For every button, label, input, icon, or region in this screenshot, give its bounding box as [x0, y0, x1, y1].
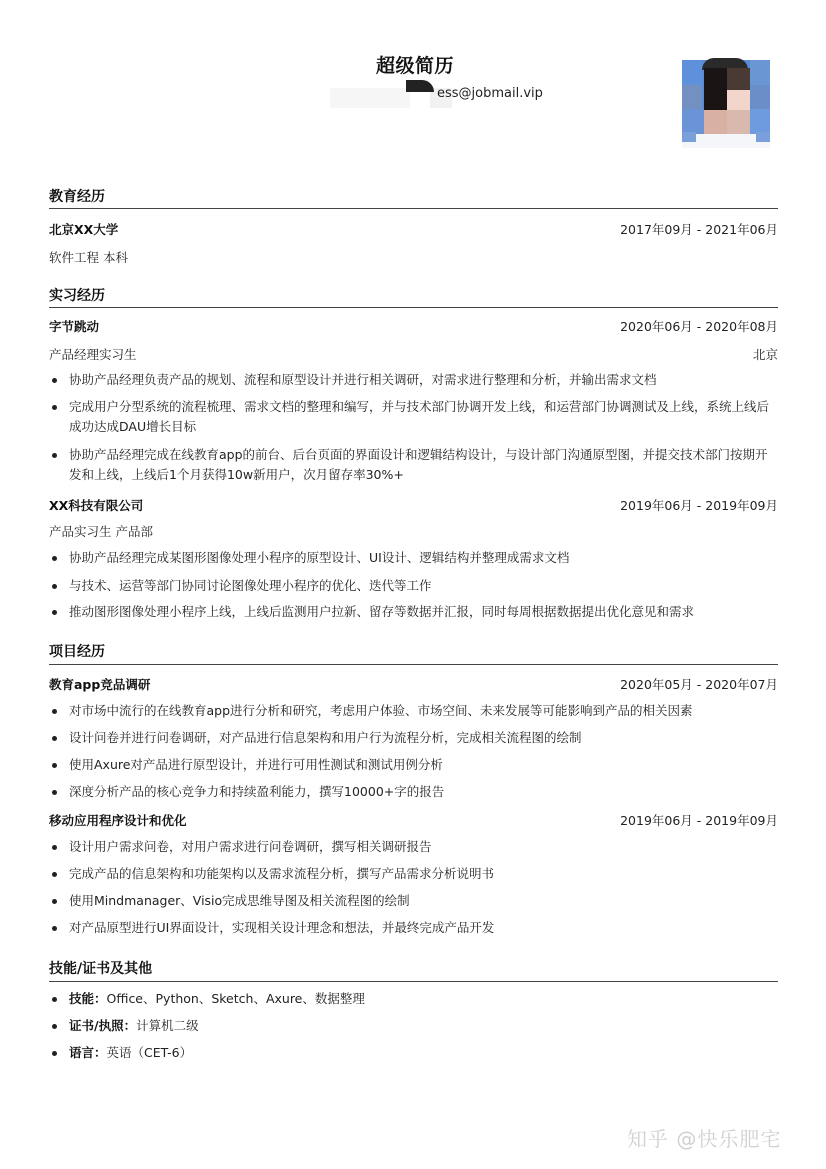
- section-title-internship: 实习经历: [49, 288, 105, 304]
- skill-key: 证书/执照：: [69, 1018, 137, 1033]
- bullet-text: 推动图形图像处理小程序上线，上线后监测用户拉新、留存等数据并汇报，同时每周根据数据提出优化意见和需求: [69, 604, 695, 619]
- date-range: 2020年05月 - 2020年07月: [620, 677, 778, 692]
- project-entry-header: [49, 675, 778, 693]
- skill-value: Office、Python、Sketch、Axure、数据整理: [106, 991, 365, 1006]
- date-range: 2019年06月 - 2019年09月: [620, 813, 778, 828]
- list-item: [49, 782, 778, 802]
- section-divider: [49, 208, 778, 209]
- bullet-icon: [52, 1051, 57, 1056]
- bullet-text: 设计用户需求问卷，对用户需求进行问卷调研，撰写相关调研报告: [69, 839, 432, 854]
- email-text: ess@jobmail.vip: [437, 86, 543, 101]
- bullet-text: 对产品原型进行UI界面设计，实现相关设计理念和想法，并最终完成产品开发: [69, 920, 495, 935]
- bullet-text: 完成产品的信息架构和功能架构以及需求流程分析，撰写产品需求分析说明书: [69, 866, 495, 881]
- skill-line: [69, 1016, 778, 1036]
- education-entry-detail: [49, 248, 778, 266]
- bullet-icon: [52, 610, 57, 615]
- list-item: [49, 576, 778, 596]
- bullet-icon: [52, 763, 57, 768]
- date-range: 2020年06月 - 2020年08月: [620, 319, 778, 334]
- education-entry-header: [49, 220, 778, 238]
- bullet-icon: [52, 584, 57, 589]
- bullet-icon: [52, 926, 57, 931]
- list-item: [49, 864, 778, 884]
- skill-key: 语言：: [69, 1045, 107, 1060]
- skill-value: 计算机二级: [136, 1018, 199, 1033]
- bullet-icon: [52, 556, 57, 561]
- bullet-text: 深度分析产品的核心竞争力和持续盈利能力，撰写10000+字的报告: [69, 784, 445, 799]
- list-item: [49, 701, 778, 721]
- list-item: [49, 755, 778, 775]
- internship-entry-header: [49, 496, 778, 514]
- list-item: [49, 989, 778, 1009]
- bullet-text: 设计问卷并进行问卷调研，对产品进行信息架构和用户行为流程分析，完成相关流程图的绘制: [69, 730, 582, 745]
- skill-line: [69, 989, 778, 1009]
- bullet-text: 协助产品经理负责产品的规划、流程和原型设计并进行相关调研，对需求进行整理和分析，并输出需求文档: [69, 372, 657, 387]
- section-divider: [49, 664, 778, 665]
- resume-title: 超级简历: [375, 55, 454, 77]
- section-divider: [49, 307, 778, 308]
- bullet-icon: [52, 378, 57, 383]
- bullet-text: 使用Mindmanager、Visio完成思维导图及相关流程图的绘制: [69, 893, 410, 908]
- section-title-projects: 项目经历: [49, 644, 105, 660]
- bullet-icon: [52, 1024, 57, 1029]
- bullet-text: 完成用户分型系统的流程梳理、需求文档的整理和编写，并与技术部门协调开发上线，和运营部门协调测试及上线，系统上线后成功达成DAU增长目标: [69, 399, 770, 434]
- bullet-icon: [52, 453, 57, 458]
- bullet-icon: [52, 736, 57, 741]
- skill-value: 英语（CET-6）: [106, 1045, 193, 1060]
- role: 产品经理实习生: [49, 347, 137, 362]
- bullet-icon: [52, 899, 57, 904]
- skill-line: [69, 1043, 778, 1063]
- skill-key: 技能：: [69, 991, 107, 1006]
- bullet-text: 使用Axure对产品进行原型设计，并进行可用性测试和测试用例分析: [69, 757, 443, 772]
- bullet-icon: [52, 997, 57, 1002]
- major-degree: 软件工程 本科: [49, 250, 128, 265]
- company-name: 字节跳动: [49, 319, 100, 334]
- list-item: [49, 891, 778, 911]
- list-item: [49, 602, 778, 622]
- project-entry-header: [49, 811, 778, 829]
- list-item: [49, 548, 778, 568]
- role: 产品实习生 产品部: [49, 524, 153, 539]
- redacted-contact: [330, 88, 410, 108]
- list-item: [49, 370, 778, 390]
- school-name: 北京XX大学: [49, 222, 119, 237]
- internship-entry-role: [49, 522, 778, 540]
- redaction-mark: [406, 80, 434, 92]
- internship-entry-header: [49, 317, 778, 335]
- internship-entry-role: [49, 345, 778, 363]
- list-item: [49, 1043, 778, 1063]
- bullet-icon: [52, 709, 57, 714]
- location: 北京: [752, 347, 778, 362]
- bullet-icon: [52, 405, 57, 410]
- bullet-icon: [52, 845, 57, 850]
- section-divider: [49, 981, 778, 982]
- bullet-text: 协助产品经理完成某图形图像处理小程序的原型设计、UI设计、逻辑结构并整理成需求文档: [69, 550, 570, 565]
- project-name: 教育app竞品调研: [49, 677, 151, 692]
- bullet-icon: [52, 790, 57, 795]
- watermark: 知乎 @快乐肥宅: [627, 1127, 782, 1151]
- bullet-icon: [52, 872, 57, 877]
- date-range: 2019年06月 - 2019年09月: [620, 498, 778, 513]
- list-item: [49, 918, 778, 938]
- bullet-text: 与技术、运营等部门协同讨论图像处理小程序的优化、迭代等工作: [69, 578, 432, 593]
- project-name: 移动应用程序设计和优化: [49, 813, 187, 828]
- list-item: [49, 445, 778, 485]
- list-item: [49, 397, 778, 437]
- list-item: [49, 837, 778, 857]
- list-item: [49, 728, 778, 748]
- list-item: [49, 1016, 778, 1036]
- avatar: [682, 54, 770, 148]
- company-name: XX科技有限公司: [49, 498, 144, 513]
- bullet-text: 对市场中流行的在线教育app进行分析和研究，考虑用户体验、市场空间、未来发展等可能影响到产品的相关因素: [69, 703, 693, 718]
- section-title-skills: 技能/证书及其他: [49, 961, 153, 977]
- section-title-education: 教育经历: [49, 189, 105, 205]
- date-range: 2017年09月 - 2021年06月: [620, 222, 778, 237]
- bullet-text: 协助产品经理完成在线教育app的前台、后台页面的界面设计和逻辑结构设计，与设计部门沟通原型图，并提交技术部门按期开发和上线，上线后1个月获得10w新用户，次月留存率30%+: [69, 447, 768, 482]
